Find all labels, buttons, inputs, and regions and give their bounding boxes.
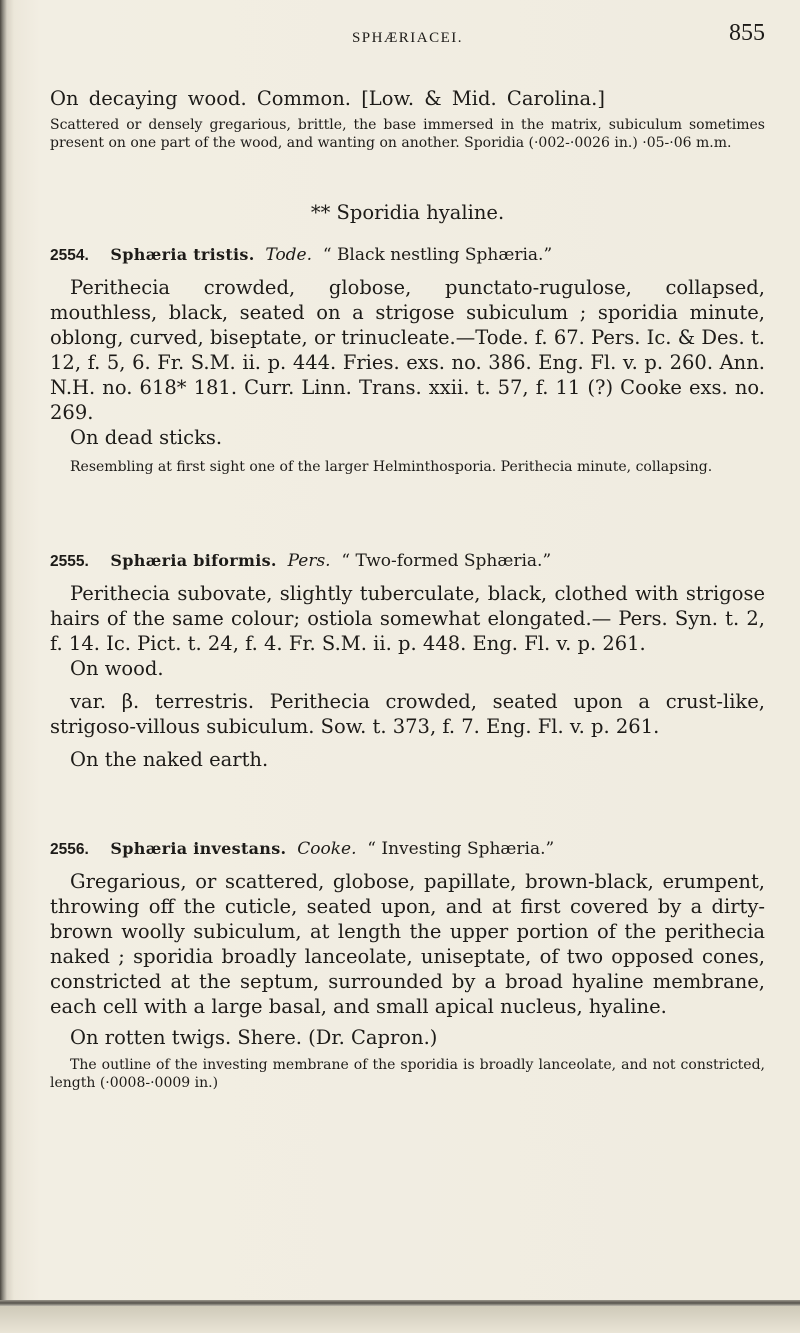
common-name: “ Investing Sphæria.”	[367, 839, 555, 859]
entry-variety: var. β. terrestris. Perithecia crowded, seated upon a crust-like, strigoso-villous subiculum. Sow. t. 373, f. 7. Eng. Fl. v. p. 261.	[50, 690, 765, 738]
page-header	[50, 20, 765, 50]
entry-note: The outline of the investing membrane of the sporidia is broadly lanceolate, and not constricted, length (·0008-·0009 in.)	[50, 1057, 765, 1091]
entry-number: 2555.	[50, 553, 89, 570]
entry-number: 2556.	[50, 841, 89, 858]
entry-habitat: On rotten twigs. Shere. (Dr. Capron.)	[70, 1026, 438, 1049]
species-name: Sphæria investans.	[110, 839, 287, 858]
entry-heading	[50, 244, 765, 267]
entry-2554	[50, 244, 765, 476]
entry-variety-habitat: On the naked earth.	[70, 748, 269, 771]
species-name: Sphæria tristis.	[110, 245, 255, 264]
running-head: SPHÆRIACEI.	[351, 30, 464, 46]
intro-habitat: On decaying wood. Common. [Low. & Mid. Carolina.]	[50, 87, 605, 110]
intro-note: Scattered or densely gregarious, brittle, the base immersed in the matrix, subiculum sometimes present on one part of the wood, and wanting on another. Sporidia (·002-·0026 in.) ·05-·06 m.m.	[50, 117, 765, 151]
entry-habitat: On dead sticks.	[70, 426, 223, 449]
entry-2555	[50, 550, 765, 772]
entry-description: Perithecia crowded, globose, punctato-rugulose, collapsed, mouthless, black, seated on a strigose subiculum ; sporidia minute, oblong, curved, biseptate, or trinucleate.—Tode. f. 67. Pers. Ic. & Des. t. 12, f. 5, 6. Fr. S.M. ii. p. 444. Fries. exs. no. 386. Eng. Fl. v. p. 260. Ann. N.H. no. 618* 181. Curr. Linn. Trans. xxii. t. 57, f. 11 (?) Cooke exs. no. 269.	[50, 276, 765, 424]
entry-note: Resembling at first sight one of the larger Helminthosporia. Perithecia minute, collapsing.	[70, 459, 713, 475]
entry-habitat: On wood.	[70, 657, 164, 680]
common-name: “ Two-formed Sphæria.”	[341, 551, 552, 571]
page-bottom-margin	[0, 1306, 800, 1333]
common-name: “ Black nestling Sphæria.”	[322, 245, 553, 265]
entry-description: Perithecia subovate, slightly tuberculate, black, clothed with strigose hairs of the same colour; ostiola somewhat elongated.— Pers. Syn. t. 2, f. 14. Ic. Pict. t. 24, f. 4. Fr. S.M. ii. p. 448. Eng. Fl. v. p. 261.	[50, 582, 765, 655]
species-author: Cooke.	[297, 839, 357, 859]
entry-number: 2554.	[50, 247, 89, 264]
entry-heading	[50, 550, 765, 573]
entry-2556	[50, 838, 765, 1092]
page-number: 855	[729, 20, 765, 46]
species-author: Tode.	[265, 245, 313, 265]
entry-description: Gregarious, or scattered, globose, papillate, brown-black, erumpent, throwing off the cuticle, seated upon, and at first covered by a dirty-brown woolly subiculum, at length the upper portion of the perithecia naked ; sporidia broadly lanceolate, uniseptate, of two opposed cones, constricted at the septum, surrounded by a broad hyaline membrane, each cell with a large basal, and small apical nucleus, hyaline.	[50, 870, 765, 1018]
entry-heading	[50, 838, 765, 861]
species-author: Pers.	[287, 551, 331, 571]
section-heading: ** Sporidia hyaline.	[310, 201, 505, 224]
species-name: Sphæria biformis.	[110, 551, 277, 570]
